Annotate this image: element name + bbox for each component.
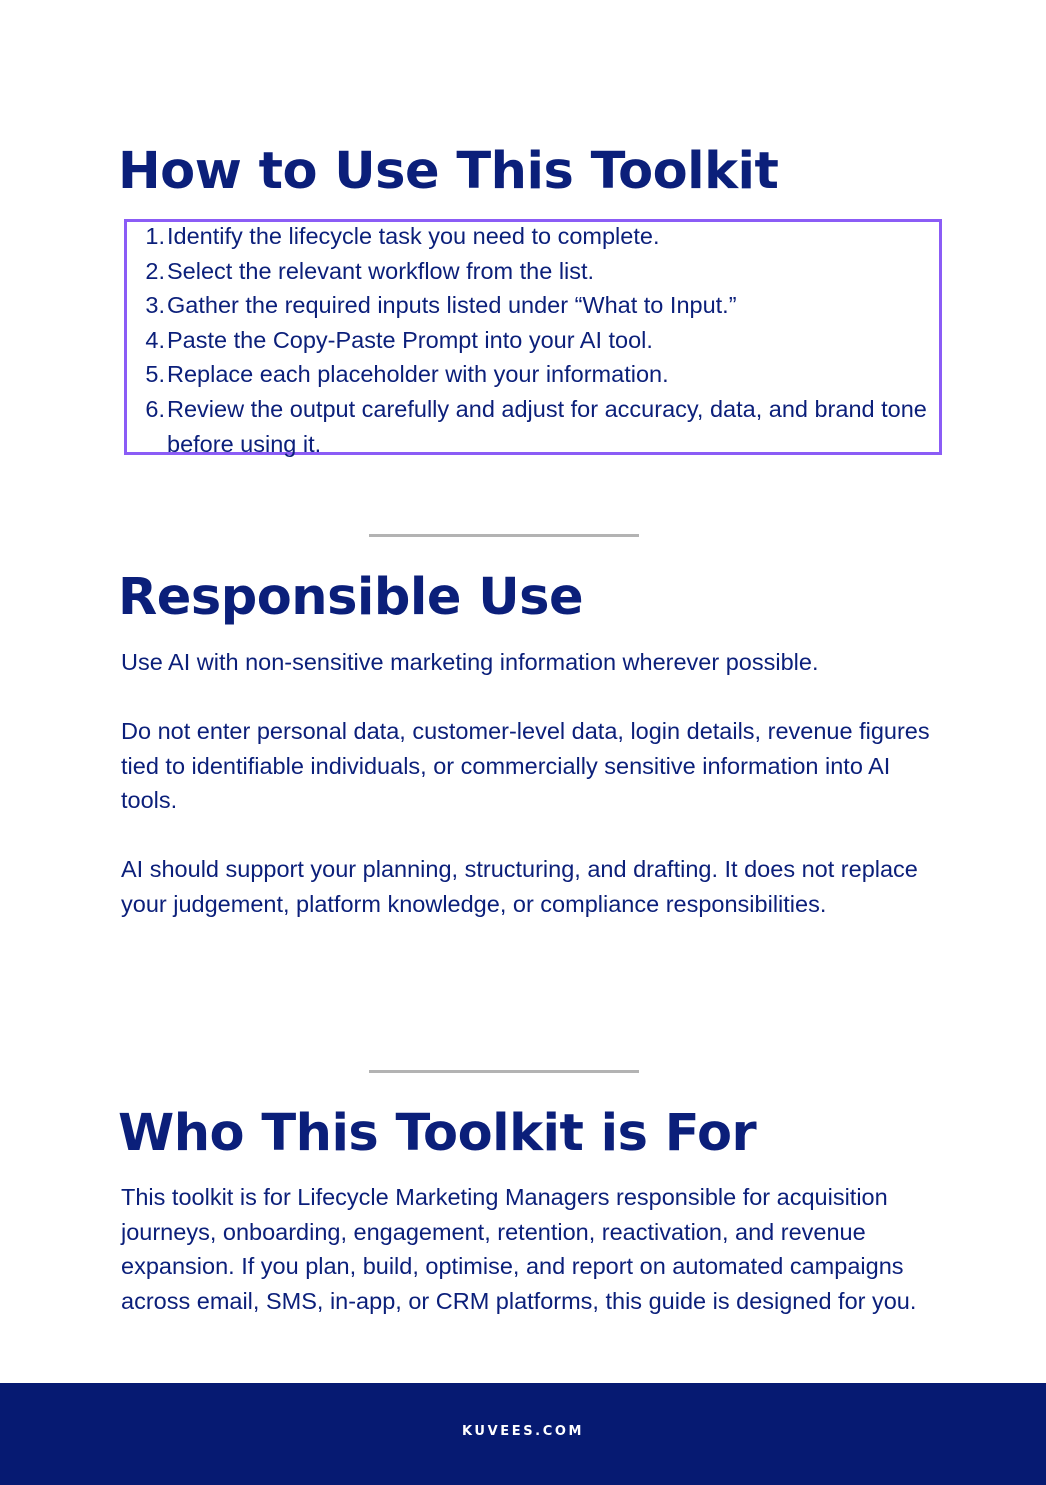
step-number: 4. [145,326,165,353]
responsible-use-paragraph: Do not enter personal data, customer-level data, login details, revenue figures tied to identifiable individuals, or commercially sensitive information into AI tools. [121,718,930,814]
step-item [127,323,939,358]
steps-box [124,219,942,455]
step-text: Gather the required inputs listed under “What to Input.” [167,292,737,319]
step-number: 2. [145,257,165,284]
audience-paragraph: This toolkit is for Lifecycle Marketing Managers responsible for acquisition journeys, onboarding, engagement, retention, reactivation, and revenue expansion. If you plan, build, optimise, and report on automated campaigns across email, SMS, in-app, or CRM platforms, this guide is designed for you. [121,1184,917,1315]
section-divider [369,1070,639,1073]
section-title-how-to-use: How to Use This Toolkit [118,142,779,201]
steps-list [127,222,939,461]
step-number: 6. [145,395,165,422]
step-item [127,357,939,392]
responsible-use-paragraph: Use AI with non-sensitive marketing information wherever possible. [121,649,819,675]
responsible-use-paragraph: AI should support your planning, structuring, and drafting. It does not replace your judgement, platform knowledge, or compliance responsibilities. [121,856,918,917]
section-divider [369,534,639,537]
step-number: 5. [145,361,165,388]
footer-website-text: KUVEES.COM [461,1424,585,1439]
step-text: Review the output carefully and adjust for accuracy, data, and brand tone before using it. [167,395,927,457]
step-text: Select the relevant workflow from the list. [167,257,595,284]
step-text: Replace each placeholder with your information. [167,361,669,388]
step-item [127,392,939,461]
step-item [127,219,939,254]
footer-bar [0,1383,1046,1485]
step-text: Paste the Copy-Paste Prompt into your AI tool. [167,326,653,353]
step-number: 1. [145,223,165,249]
step-text: Identify the lifecycle task you need to complete. [167,223,660,249]
step-item [127,288,939,323]
step-number: 3. [145,292,165,319]
step-item [127,254,939,289]
section-title-who-for: Who This Toolkit is For [118,1104,757,1163]
section-title-responsible-use: Responsible Use [118,568,584,627]
